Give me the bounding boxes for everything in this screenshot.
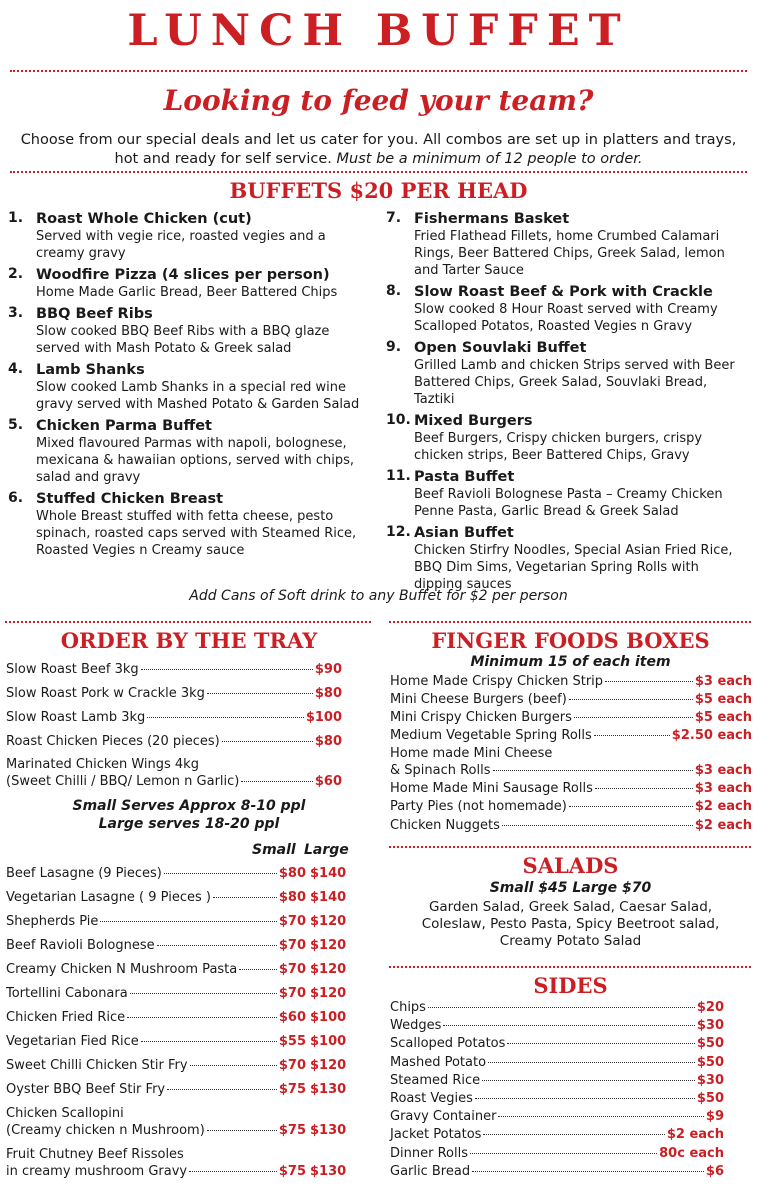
price-large: $120 [310,986,347,1001]
intro-note: Must be a minimum of 12 people to order. [336,151,643,167]
item-label: Tortellini Cabonara [6,986,128,1001]
buffet-item [8,305,368,357]
item-label: Roast Chicken Pieces (20 pieces) [6,734,220,749]
item-label: Roast Vegies [390,1091,473,1106]
item-price: $3 each [694,781,752,796]
buffet-name: Fishermans Basket [414,211,570,227]
divider [10,70,747,72]
buffet-name: Stuffed Chicken Breast [36,491,224,507]
tray-row [6,709,342,727]
tagline: Looking to feed your team? [163,84,594,117]
price-large: $120 [310,914,347,929]
sides-row [390,1054,724,1072]
tray-scallopini-line: Chicken Scallopini [6,1106,124,1121]
buffet-list-right [386,210,751,593]
buffet-item [386,524,751,593]
tray-sized-row [6,1163,348,1181]
dot-leader [207,1130,277,1131]
item-label: Party Pies (not homemade) [390,799,567,814]
tray-sized-row [6,961,348,979]
price-large: $140 [310,890,347,905]
price-small: $70 [278,986,306,1001]
dot-leader [475,1098,695,1099]
tray-row [6,661,342,679]
buffet-number: 5. [8,417,24,433]
buffet-name: Mixed Burgers [414,413,533,429]
tray-row [6,733,342,751]
price-large: $100 [310,1010,347,1025]
salads-line: Coleslaw, Pesto Pasta, Spicy Beetroot salad, [421,916,720,932]
item-label: Chicken Nuggets [390,818,500,833]
item-label: Slow Roast Pork w Crackle 3kg [6,686,205,701]
dot-leader [164,873,277,874]
item-price: $2 each [694,799,752,814]
item-price: $6 [705,1163,724,1179]
dot-leader [213,897,277,898]
finger-minimum: Minimum 15 of each item [470,654,671,670]
salads-list [384,899,757,950]
item-label: Vegetarian Fied Rice [6,1034,139,1049]
buffet-number: 6. [8,490,24,506]
item-label: Chicken Fried Rice [6,1010,126,1025]
price-small: $60 [278,1010,306,1025]
buffet-number: 10. [386,412,411,428]
item-label: Creamy Chicken N Mushroom Pasta [6,962,238,977]
dot-leader [239,969,277,970]
item-price: $5 each [694,710,752,725]
dot-leader [595,788,693,789]
item-price: $80 [314,734,342,749]
dot-leader [141,669,313,670]
buffet-number: 1. [8,210,24,226]
finger-row [390,798,752,816]
finger-row [390,817,752,835]
buffet-item [8,490,368,559]
buffet-description: Beef Burgers, Crispy chicken burgers, crispy chicken strips, Beer Battered Chips, Gravy [414,431,703,463]
buffet-item [8,417,368,486]
item-price: $50 [696,1036,724,1052]
price-small: $80 [278,890,306,905]
item-label: (Sweet Chilli / BBQ/ Lemon n Garlic) [6,774,240,789]
dot-leader [493,770,693,771]
item-price: $2 each [694,818,752,833]
divider [389,846,751,848]
buffets-heading: BUFFETS $20 PER HEAD [229,178,528,203]
item-price: $3 each [694,674,752,689]
dot-leader [127,1017,277,1018]
sides-row [390,1035,724,1053]
buffet-number: 2. [8,266,24,282]
item-label: & Spinach Rolls [390,763,491,778]
price-small: $75 [278,1123,306,1138]
dot-leader [130,993,277,994]
buffet-number: 12. [386,524,411,540]
buffet-number: 8. [386,283,402,299]
tray-sized-row [6,1009,348,1027]
dot-leader [488,1062,695,1063]
buffet-item [386,468,751,520]
item-label: Wedges [390,1018,442,1034]
intro-text [20,131,737,169]
page-title: LUNCH BUFFET [127,6,630,56]
dot-leader [190,1065,277,1066]
item-label: Dinner Rolls [390,1145,468,1161]
tray-sized-row [6,985,348,1003]
dot-leader [569,699,693,700]
divider [389,621,751,623]
item-label: Garlic Bread [390,1163,471,1179]
price-small: $70 [278,962,306,977]
dot-leader [189,1171,277,1172]
price-large: $130 [310,1082,347,1097]
finger-row [390,709,752,727]
item-label: Oyster BBQ Beef Stir Fry [6,1082,166,1097]
dot-leader [574,717,693,718]
price-small: $70 [278,914,306,929]
buffet-name: Chicken Parma Buffet [36,418,212,434]
dot-leader [157,945,277,946]
buffet-name: Slow Roast Beef & Pork with Crackle [414,284,713,300]
item-label: Mini Cheese Burgers (beef) [390,692,567,707]
finger-heading: FINGER FOODS BOXES [431,628,710,653]
tray-sized-row [6,937,348,955]
item-price: $60 [314,774,342,789]
softdrink-note: Add Cans of Soft drink to any Buffet for $2 per person [189,588,568,604]
item-price: $30 [696,1072,724,1088]
buffet-description: Chicken Stirfry Noodles, Special Asian Fried Rice, BBQ Dim Sims, Vegetarian Spring Rolls with dipping sauces [414,543,733,592]
dot-leader [569,806,693,807]
dot-leader [167,1089,277,1090]
divider [389,966,751,968]
salads-line: Creamy Potato Salad [499,933,642,949]
buffet-number: 9. [386,339,402,355]
dot-leader [100,921,276,922]
salads-line: Garden Salad, Greek Salad, Caesar Salad, [428,899,713,915]
buffet-description: Mixed flavoured Parmas with napoli, bolognese, mexicana & hawaiian options, served with chips, salad and gravy [36,436,355,485]
buffet-description: Home Made Garlic Bread, Beer Battered Chips [36,285,338,300]
item-label: Medium Vegetable Spring Rolls [390,728,592,743]
tray-heading: ORDER BY THE TRAY [60,628,318,653]
item-label: Mashed Potato [390,1054,487,1070]
sides-row [390,1017,724,1035]
price-large: $130 [310,1123,347,1138]
sides-row [390,1090,724,1108]
buffet-name: Lamb Shanks [36,362,145,378]
price-small: $70 [278,938,306,953]
item-label: Home Made Crispy Chicken Strip [390,674,604,689]
item-price: $50 [696,1091,724,1106]
buffet-list-left [8,210,368,559]
buffet-description: Grilled Lamb and chicken Strips served with Beer Battered Chips, Greek Salad, Souvlaki Bread, Taztiki [414,358,735,407]
finger-row [390,691,752,709]
dot-leader [147,717,304,718]
buffet-number: 7. [386,210,402,226]
buffet-item [386,339,751,408]
item-price: $30 [696,1018,724,1034]
tray-sized-row [6,1033,348,1051]
sides-row [390,999,724,1017]
dot-leader [443,1025,694,1026]
price-large: $120 [310,1058,347,1073]
dot-leader [207,693,313,694]
tray-wings-line: Marinated Chicken Wings 4kg [6,757,199,772]
item-price: $2.50 each [671,728,752,743]
dot-leader [472,1171,704,1172]
dot-leader [605,681,693,682]
item-price: $2 each [666,1127,724,1143]
item-label: Beef Lasagne (9 Pieces) [6,866,162,881]
buffet-item [8,210,368,262]
salads-prices: Small $45 Large $70 [489,880,652,896]
dot-leader [498,1116,703,1117]
price-small: $75 [278,1164,306,1179]
buffet-description: Fried Flathead Fillets, home Crumbed Calamari Rings, Beer Battered Chips, Greek Salad, lemon and Tarter Sauce [414,229,725,278]
price-large: $120 [310,938,347,953]
dot-leader [241,781,312,782]
item-label: Gravy Container [390,1109,497,1125]
buffet-description: Slow cooked Lamb Shanks in a special red wine gravy served with Mashed Potato & Garden Salad [36,380,360,412]
buffet-name: Open Souvlaki Buffet [414,340,587,356]
tray-sized-row [6,865,348,883]
dot-leader [428,1007,695,1008]
item-label: (Creamy chicken n Mushroom) [6,1123,205,1138]
sides-row [390,1145,724,1163]
item-label: Shepherds Pie [6,914,99,929]
item-label: Vegetarian Lasagne ( 9 Pieces ) [6,890,211,905]
intro-main: Choose from our special deals and let us cater for you. All combos are set up in platters and trays, hot and ready for self service. [20,132,737,167]
tray-row [6,685,342,703]
buffet-name: Pasta Buffet [414,469,515,485]
serves-small: Small Serves Approx 8-10 ppl [72,798,306,814]
finger-row [390,727,752,745]
buffet-item [386,210,751,279]
buffet-item [386,283,751,335]
finger-spinach-line: Home made Mini Cheese [390,746,553,761]
buffet-item [386,412,751,464]
buffet-name: BBQ Beef Ribs [36,306,153,322]
buffet-description: Whole Breast stuffed with fetta cheese, pesto spinach, roasted caps served with Steamed Rice, Roasted Vegies n Creamy sauce [36,509,357,558]
sides-row [390,1126,724,1144]
buffet-description: Slow cooked BBQ Beef Ribs with a BBQ glaze served with Mash Potato & Greek salad [36,324,330,356]
sides-heading: SIDES [533,973,608,998]
finger-row [390,673,752,691]
item-label: Mini Crispy Chicken Burgers [390,710,572,725]
price-small: $75 [278,1082,306,1097]
buffet-number: 3. [8,305,24,321]
sides-row [390,1163,724,1181]
tray-sized-row [6,1081,348,1099]
dot-leader [222,741,313,742]
item-label: Home Made Mini Sausage Rolls [390,781,593,796]
price-large: $100 [310,1034,347,1049]
serves-large: Large serves 18-20 ppl [98,816,280,832]
tray-sized-row [6,1057,348,1075]
divider [10,171,747,173]
sides-row [390,1108,724,1126]
finger-row [390,762,752,780]
item-price: $100 [305,710,342,725]
tray-sized-row [6,913,348,931]
dot-leader [141,1041,277,1042]
column-small: Small [252,842,296,858]
price-small: $55 [278,1034,306,1049]
price-small: $80 [278,866,306,881]
dot-leader [483,1134,664,1135]
buffet-number: 11. [386,468,411,484]
tray-sized-row [6,1122,348,1140]
item-price: $90 [314,662,342,677]
divider [5,621,371,623]
price-large: $130 [310,1164,347,1179]
item-price: 80c each [659,1145,724,1161]
finger-row [390,780,752,798]
dot-leader [594,735,670,736]
item-label: Scalloped Potatos [390,1036,506,1052]
buffet-description: Served with vegie rice, roasted vegies and a creamy gravy [36,229,326,261]
buffet-description: Slow cooked 8 Hour Roast served with Creamy Scalloped Potatos, Roasted Vegies n Gravy [414,302,718,334]
item-label: in creamy mushroom Gravy [6,1164,188,1179]
item-price: $5 each [694,692,752,707]
item-label: Slow Roast Beef 3kg [6,662,139,677]
dot-leader [482,1080,695,1081]
tray-sized-row [6,889,348,907]
item-label: Chips [390,1000,426,1015]
buffet-name: Asian Buffet [414,525,514,541]
item-label: Slow Roast Lamb 3kg [6,710,146,725]
buffet-description: Beef Ravioli Bolognese Pasta – Creamy Chicken Penne Pasta, Garlic Bread & Greek Salad [414,487,723,519]
tray-row [6,773,342,791]
item-price: $3 each [694,763,752,778]
tray-rissoles-line: Fruit Chutney Beef Rissoles [6,1147,184,1162]
column-large: Large [304,842,349,858]
sides-row [390,1072,724,1090]
buffet-item [8,361,368,413]
item-price: $9 [705,1109,724,1125]
item-label: Steamed Rice [390,1072,481,1088]
price-large: $120 [310,962,347,977]
item-label: Sweet Chilli Chicken Stir Fry [6,1058,188,1073]
buffet-item [8,266,368,301]
item-price: $20 [696,1000,724,1015]
buffet-name: Woodfire Pizza (4 slices per person) [36,267,330,283]
salads-heading: SALADS [522,853,619,878]
item-price: $50 [696,1054,724,1070]
dot-leader [502,825,693,826]
buffet-name: Roast Whole Chicken (cut) [36,211,252,227]
item-label: Beef Ravioli Bolognese [6,938,155,953]
dot-leader [507,1043,694,1044]
price-large: $140 [310,866,347,881]
buffet-number: 4. [8,361,24,377]
item-label: Jacket Potatos [390,1127,482,1143]
price-small: $70 [278,1058,306,1073]
item-price: $80 [314,686,342,701]
dot-leader [470,1153,657,1154]
